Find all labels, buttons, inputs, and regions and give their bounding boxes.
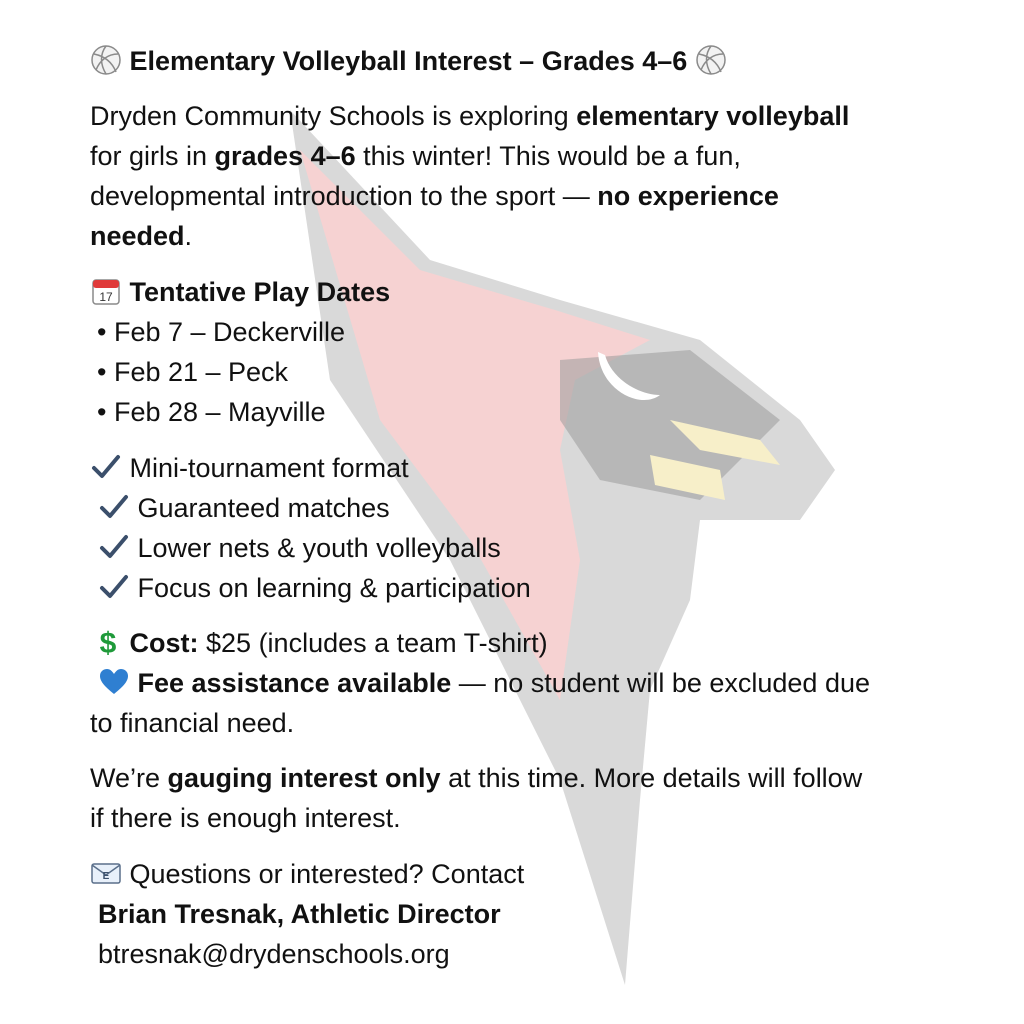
intro-text: for girls in <box>90 141 215 171</box>
intro-bold: no experience <box>597 181 779 211</box>
contact-email[interactable]: btresnak@drydenschools.org <box>98 939 450 969</box>
feature-text: Mini-tournament format <box>129 453 409 483</box>
checkmark-icon <box>98 491 130 523</box>
cost-text: $25 (includes a team T-shirt) <box>198 628 548 658</box>
dates-heading-text: Tentative Play Dates <box>129 277 391 307</box>
interest-text: at this time. More details will follow <box>440 763 863 793</box>
contact-name: Brian Tresnak, Athletic Director <box>98 899 501 929</box>
svg-text:E: E <box>102 871 110 882</box>
volleyball-icon <box>695 44 727 76</box>
svg-text:17: 17 <box>99 290 113 304</box>
blue-heart-icon <box>98 666 130 698</box>
interest-bold: gauging interest only <box>167 763 441 793</box>
intro-line-4 <box>90 216 192 256</box>
feature-item <box>98 568 531 608</box>
svg-text:$: $ <box>99 627 117 658</box>
fee-assistance-line <box>98 663 870 703</box>
intro-bold: needed <box>90 221 185 251</box>
volleyball-icon <box>90 44 122 76</box>
interest-line-1 <box>90 758 862 798</box>
interest-line-2: if there is enough interest. <box>90 803 401 833</box>
fee-assistance-bold: Fee assistance available <box>137 668 452 698</box>
date-item: • Feb 7 – Deckerville <box>97 317 346 347</box>
flyer-title <box>90 41 727 81</box>
feature-text: Focus on learning & participation <box>137 573 531 603</box>
email-icon <box>90 857 122 889</box>
intro-text: this winter! This would be a fun, <box>355 141 741 171</box>
intro-bold: grades 4–6 <box>214 141 356 171</box>
intro-text: developmental introduction to the sport — <box>90 181 598 211</box>
intro-line-2 <box>90 136 741 176</box>
intro-bold: elementary volleyball <box>576 101 850 131</box>
checkmark-icon <box>98 571 130 603</box>
feature-item <box>98 488 390 528</box>
date-item: • Feb 28 – Mayville <box>97 397 326 427</box>
checkmark-icon <box>98 531 130 563</box>
fee-assistance-line-2: to financial need. <box>90 708 295 738</box>
checkmark-icon <box>90 451 122 483</box>
cost-line <box>92 623 548 663</box>
feature-item <box>90 448 409 488</box>
intro-line-1 <box>90 96 849 136</box>
contact-prompt <box>90 854 524 894</box>
cost-label: Cost: <box>129 628 199 658</box>
dollar-icon <box>92 626 122 658</box>
feature-item <box>98 528 501 568</box>
feature-text: Guaranteed matches <box>137 493 390 523</box>
dates-heading <box>90 272 390 312</box>
interest-text: We’re <box>90 763 168 793</box>
contact-prompt-text: Questions or interested? Contact <box>129 859 525 889</box>
intro-text: Dryden Community Schools is exploring <box>90 101 577 131</box>
calendar-icon <box>90 275 122 307</box>
title-text: Elementary Volleyball Interest – Grades 4–6 <box>129 46 688 76</box>
intro-text: . <box>184 221 193 251</box>
fee-assistance-text: — no student will be excluded due <box>451 668 870 698</box>
feature-text: Lower nets & youth volleyballs <box>137 533 501 563</box>
date-item: • Feb 21 – Peck <box>97 357 289 387</box>
intro-line-3 <box>90 176 779 216</box>
